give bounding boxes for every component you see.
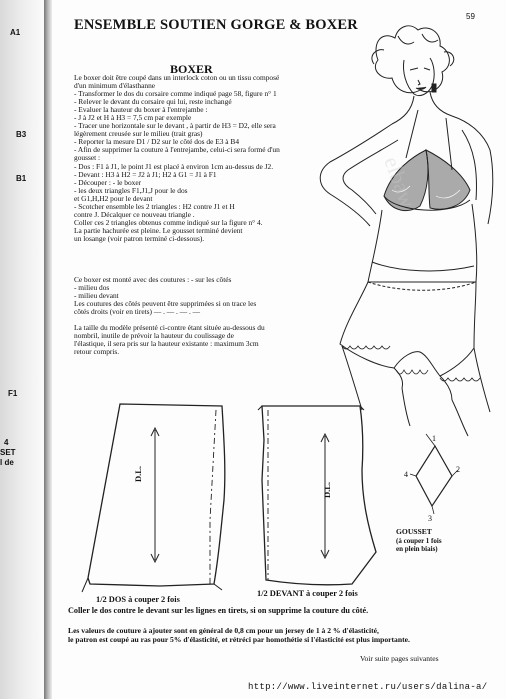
continued-note: Voir suite pages suivantes (360, 654, 439, 663)
instruction-line: contre J. Décalquer ce nouveau triangle . (74, 209, 195, 219)
seams-line: retour compris. (74, 347, 120, 357)
dos-caption: 1/2 DOS à couper 2 fois (96, 595, 180, 604)
instruction-line: gousset : (74, 153, 101, 163)
instruction-line: un losange (voir patron terminé ci-dessous). (74, 233, 205, 243)
devant-pattern-piece (258, 406, 376, 585)
seams-line: nombril, inutile de prévoir la hauteur du coulissage de (74, 331, 234, 341)
assembly-note: Coller le dos contre le devant sur les lignes en tirets, si on supprime la couture du côté. (68, 606, 369, 615)
page-title: ENSEMBLE SOUTIEN GORGE & BOXER (74, 17, 358, 33)
gusset-diagram (410, 434, 458, 514)
gusset-sub-1: (à couper 1 fois (396, 536, 442, 545)
seams-line: La taille du modèle présenté ci-contre étant située au-dessous du (74, 323, 265, 333)
instruction-line: - Tracer une horizontale sur le devant , à partir de H3 = D2, elle sera (74, 121, 276, 131)
instruction-line: - Devant : H3 à H2 = J2 à J1; H2 à G1 = J1 à F1 (74, 169, 217, 179)
seams-line: Ce boxer est monté avec des coutures : - sur les côtés (74, 275, 232, 284)
instruction-line: - Scotcher ensemble les 2 triangles : H2 contre J1 et H (74, 201, 235, 211)
seam-allowance-line: le patron est coupé au ras pour 5% d'élasticité, et rétréci par homothétie si l'élasticité est plus importante. (68, 635, 410, 644)
instruction-line: - les deux triangles F1,J1,J pour le dos (74, 185, 188, 195)
instruction-line: - Reporter la mesure D1 / D2 sur le côté dos de E3 à B4 (74, 137, 240, 147)
instruction-line: La partie hachurée est pleine. Le gousset terminé devient (74, 225, 243, 235)
strip-label-de: l de (0, 458, 14, 467)
page-number: 59 (466, 12, 475, 21)
strip-label-b3: B3 (16, 130, 27, 139)
instruction-line: Le boxer doit être coupé dans un interlock coton ou un tissu composé (74, 73, 280, 82)
strip-label-4: 4 (4, 438, 9, 447)
seams-line: - milieu devant (74, 291, 119, 301)
seam-allowance-line: Les valeurs de couture à ajouter sont en général de 0,8 cm pour un jersey de 1 à 2 % d'élasticité, (68, 626, 379, 635)
strip-label-b1: B1 (16, 174, 27, 183)
svg-text:elbaw: elbaw (379, 153, 421, 212)
gusset-number-3: 3 (428, 514, 432, 523)
instruction-line: - Découper : - le boxer (74, 177, 142, 187)
gusset-number-2: 2 (456, 465, 460, 474)
source-url: http://www.liveinternet.ru/users/dalina-a/ (248, 682, 488, 692)
seams-line: côtés droits (voir en tirets) — . — . — . — (74, 307, 201, 317)
seams-line: - milieu dos (74, 283, 110, 293)
instruction-line: - Relever le devant du corsaire qui lui, reste inchangé (74, 97, 232, 107)
instruction-line: - Evaluer la hauteur du boxer à l'entrejambe : (74, 105, 208, 115)
gusset-sub-2: en plein biais) (396, 545, 438, 554)
fashion-figure-illustration (320, 26, 493, 436)
instruction-line: légèrement creusée sur le milieu (trait gras) (74, 129, 203, 139)
devant-grain-label: D.L. (322, 481, 332, 498)
instruction-line: - Transformer le dos du corsaire comme indiqué page 58, figure n° 1 (74, 89, 277, 99)
instruction-line: - Afin de supprimer la couture à l'entrejambe, celui-ci sera formé d'un (74, 145, 280, 155)
seam-allowance-note (68, 626, 488, 644)
strip-label-set: SET (0, 448, 16, 457)
gusset-number-1: 1 (432, 434, 436, 443)
instruction-line: Coller ces 2 triangles obtenus comme indiqué sur la figure n° 4. (74, 217, 263, 227)
gusset-number-4: 4 (404, 470, 408, 479)
strip-label-a1: A1 (10, 28, 21, 37)
section-title: BOXER (170, 62, 213, 76)
dos-grain-label: D.L. (133, 465, 143, 482)
devant-caption: 1/2 DEVANT à couper 2 fois (257, 589, 358, 598)
instruction-line: d'un minimum d'élasthanne (74, 81, 156, 91)
seams-line: Les coutures des côtés peuvent être supprimées si on trace les (74, 299, 257, 309)
dos-pattern-piece (82, 404, 225, 592)
instruction-line: - J à J2 et H à H3 = 7,5 cm par exemple (74, 113, 192, 123)
gusset-title: GOUSSET (396, 527, 432, 536)
gusset-caption (396, 528, 442, 554)
instruction-line: - Dos : F1 à J1, le point J1 est placé à environ 1cm au-dessus de J2. (74, 161, 274, 171)
instruction-line: et G1,H,H2 pour le devant (74, 193, 153, 203)
strip-label-f1: F1 (8, 389, 18, 398)
seams-line: l'élastique, il sera pris sur la hauteur existante : maximum 3cm (74, 339, 259, 349)
